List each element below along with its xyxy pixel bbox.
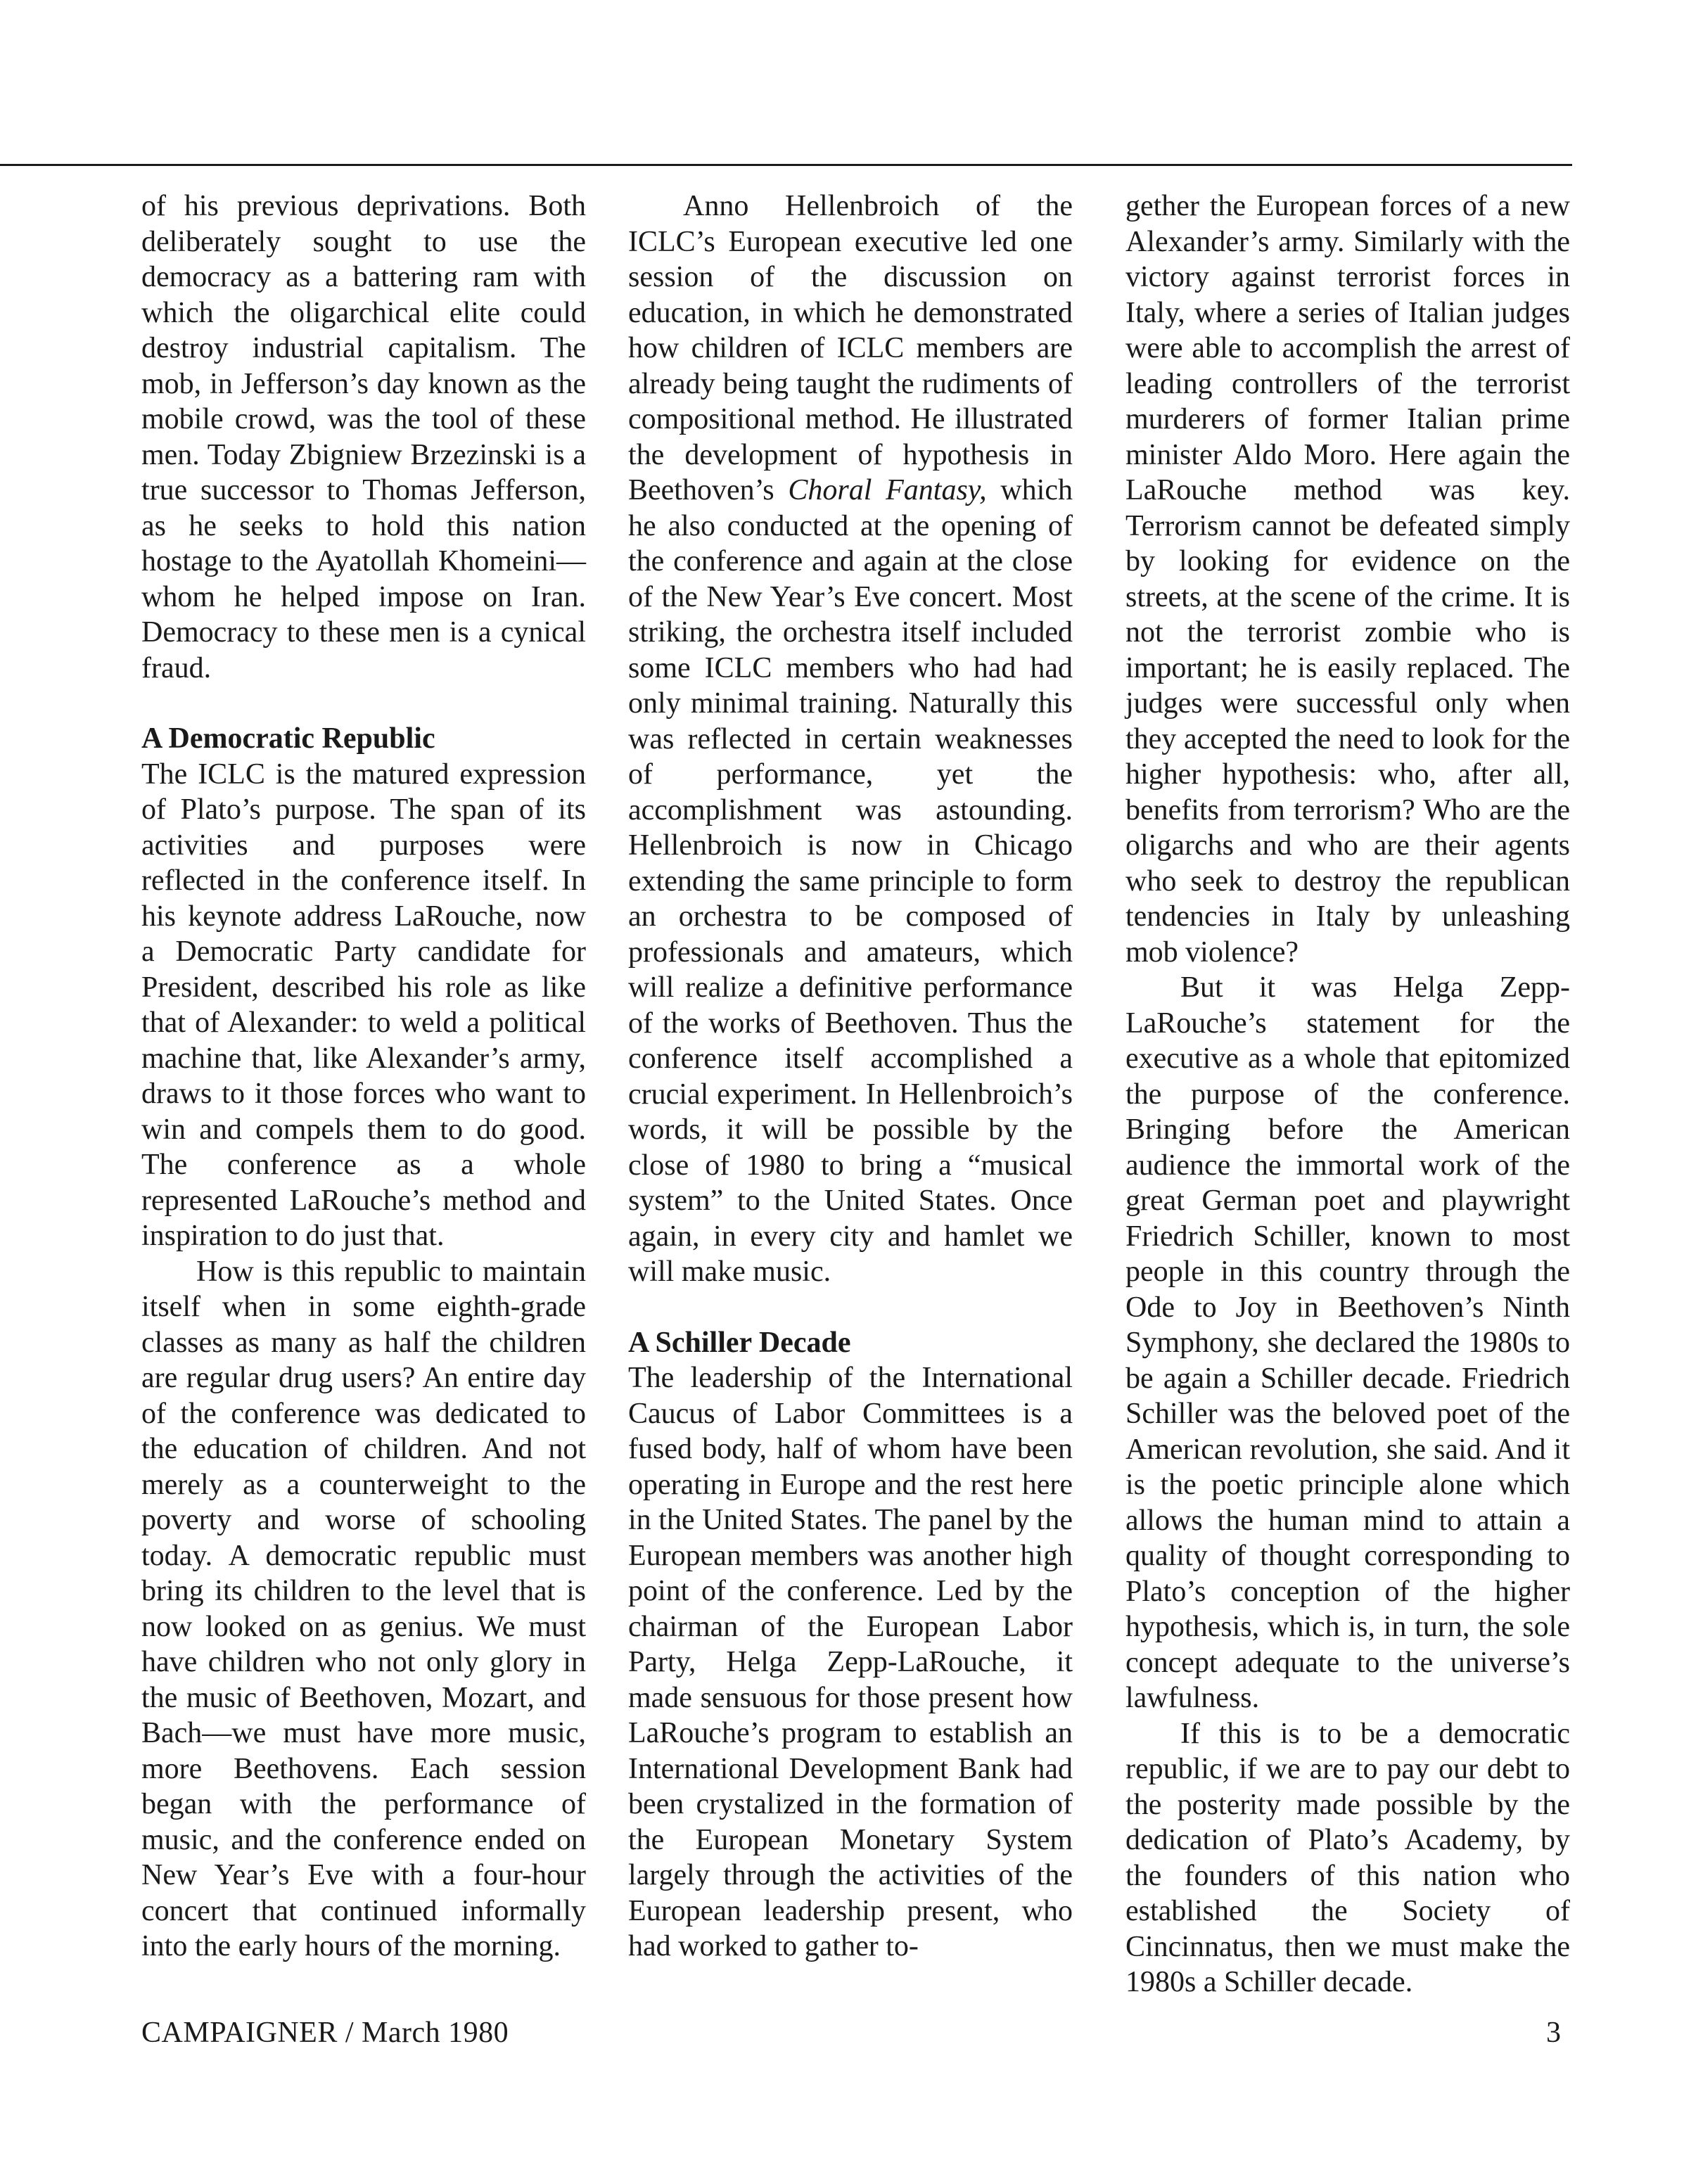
paragraph-text: which he also conducted at the opening of the conference and again at the close of the New Year’s Eve concert. Most striking, the orchestra itself included some ICLC members who had had only minimal training. Naturally this was reflected in certain weaknesses of performance, yet the accomplishment was astounding. Hellenbroich is now in Chicago extending the same principle to form an orchestra to be composed of professionals and amateurs, which will realize a definitive performance of the works of Beethoven. Thus the conference itself accomplished a crucial experiment. In Hellenbroich’s words, it will be possible by the close of 1980 to bring a “musical system” to the United States. Once again, in every city and hamlet we will make music. bbox=[628, 474, 1073, 1288]
paragraph bbox=[628, 189, 1073, 1290]
paragraph: gether the European forces of a new Alexander’s army. Similarly with the victory against terrorist forces in Italy, where a series of Italian judges were able to accomplish the arrest of leading controllers of the terrorist murderers of former Italian prime minister Aldo Moro. Here again the LaRouche method was key. Terrorism cannot be defeated simply by looking for evidence on the streets, at the scene of the crime. It is not the terrorist zombie who is important; he is easily replaced. The judges were successful only when they accepted the need to look for the higher hypothesis: who, after all, benefits from terrorism? Who are the oligarchs and who are their agents who seek to destroy the republican tendencies in Italy by unleashing mob violence? bbox=[1125, 190, 1570, 969]
paragraph: If this is to be a democratic republic, if we are to pay our debt to the posterity made possible by the dedication of Plato’s Academy, by the founders of this nation who established the Society of Cincinnatus, then we must make the 1980s a Schiller decade. bbox=[1125, 1717, 1570, 1998]
top-rule bbox=[0, 164, 1572, 166]
paragraph: The ICLC is the matured expression of Plato’s purpose. The span of its activities and purposes were reflected in the conference itself. In his keynote address LaRouche, now a Democratic Party candidate for President, described his role as like that of Alexander: to weld a political machine that, like Alexander’s army, draws to it those forces who want to win and compels them to do good. The conference as a whole represented LaRouche’s method and inspiration to do just that. bbox=[141, 758, 586, 1252]
paragraph: of his previous deprivations. Both deliberately sought to use the democracy as a battering ram with which the oligarchical elite could destroy industrial capitalism. The mob, in Jefferson’s day known as the mobile crowd, was the tool of these men. Today Zbigniew Brzezinski is a true successor to Thomas Jefferson, as he seeks to hold this nation hostage to the Ayatollah Khomeini—whom he helped impose on Iran. Democracy to these men is a cynical fraud. bbox=[141, 190, 586, 684]
publication-footer: CAMPAIGNER / March 1980 bbox=[141, 2017, 509, 2049]
section-heading: A Democratic Republic bbox=[141, 722, 435, 755]
paragraph: How is this republic to maintain itself when in some eighth-grade classes as many as half the children are regular drug users? An entire day of the conference was dedicated to the education of children. And not merely as a counterweight to the poverty and worse of schooling today. A democratic republic must bring its children to the level that is now looked on as genius. We must have children who not only glory in the music of Beethoven, Mozart, and Bach—we must have more music, more Beethovens. Each session began with the performance of music, and the conference ended on New Year’s Eve with a four-hour concert that continued informally into the early hours of the morning. bbox=[141, 1255, 586, 1962]
paragraph: The leadership of the International Caucus of Labor Committees is a fused body, half of whom have been operating in Europe and the rest here in the United States. The panel by the European members was another high point of the conference. Led by the chairman of the European Labor Party, Helga Zepp-LaRouche, it made sensuous for those present how LaRouche’s program to establish an International Development Bank had been crystalized in the formation of the European Monetary System largely through the activities of the European leadership present, who had worked to gather to- bbox=[628, 1362, 1073, 1962]
section-heading: A Schiller Decade bbox=[628, 1326, 851, 1359]
article-column-2 bbox=[628, 189, 1073, 1965]
work-title: Choral Fantasy, bbox=[788, 474, 987, 506]
paragraph: But it was Helga Zepp-LaRouche’s statement for the executive as a whole that epitomized the purpose of the conference. Bringing before the American audience the immortal work of the great German poet and playwright Friedrich Schiller, known to most people in this country through the Ode to Joy in Beethoven’s Ninth Symphony, she declared the 1980s to be again a Schiller decade. Friedrich Schiller was the beloved poet of the American revolution, she said. And it is the poetic principle alone which allows the human mind to attain a quality of thought corresponding to Plato’s conception of the higher hypothesis, which is, in turn, the sole concept adequate to the universe’s lawfulness. bbox=[1125, 971, 1570, 1714]
article-column-3 bbox=[1125, 189, 1570, 2000]
article-column-1 bbox=[141, 189, 586, 1965]
paragraph-text: Anno Hellenbroich of the ICLC’s European executive led one session of the discussion on education, in which he demonstrated how children of ICLC members are already being taught the rudiments of compositional method. He illustrated the development of hypothesis in Beethoven’s bbox=[628, 190, 1073, 506]
page-number: 3 bbox=[1546, 2017, 1561, 2049]
